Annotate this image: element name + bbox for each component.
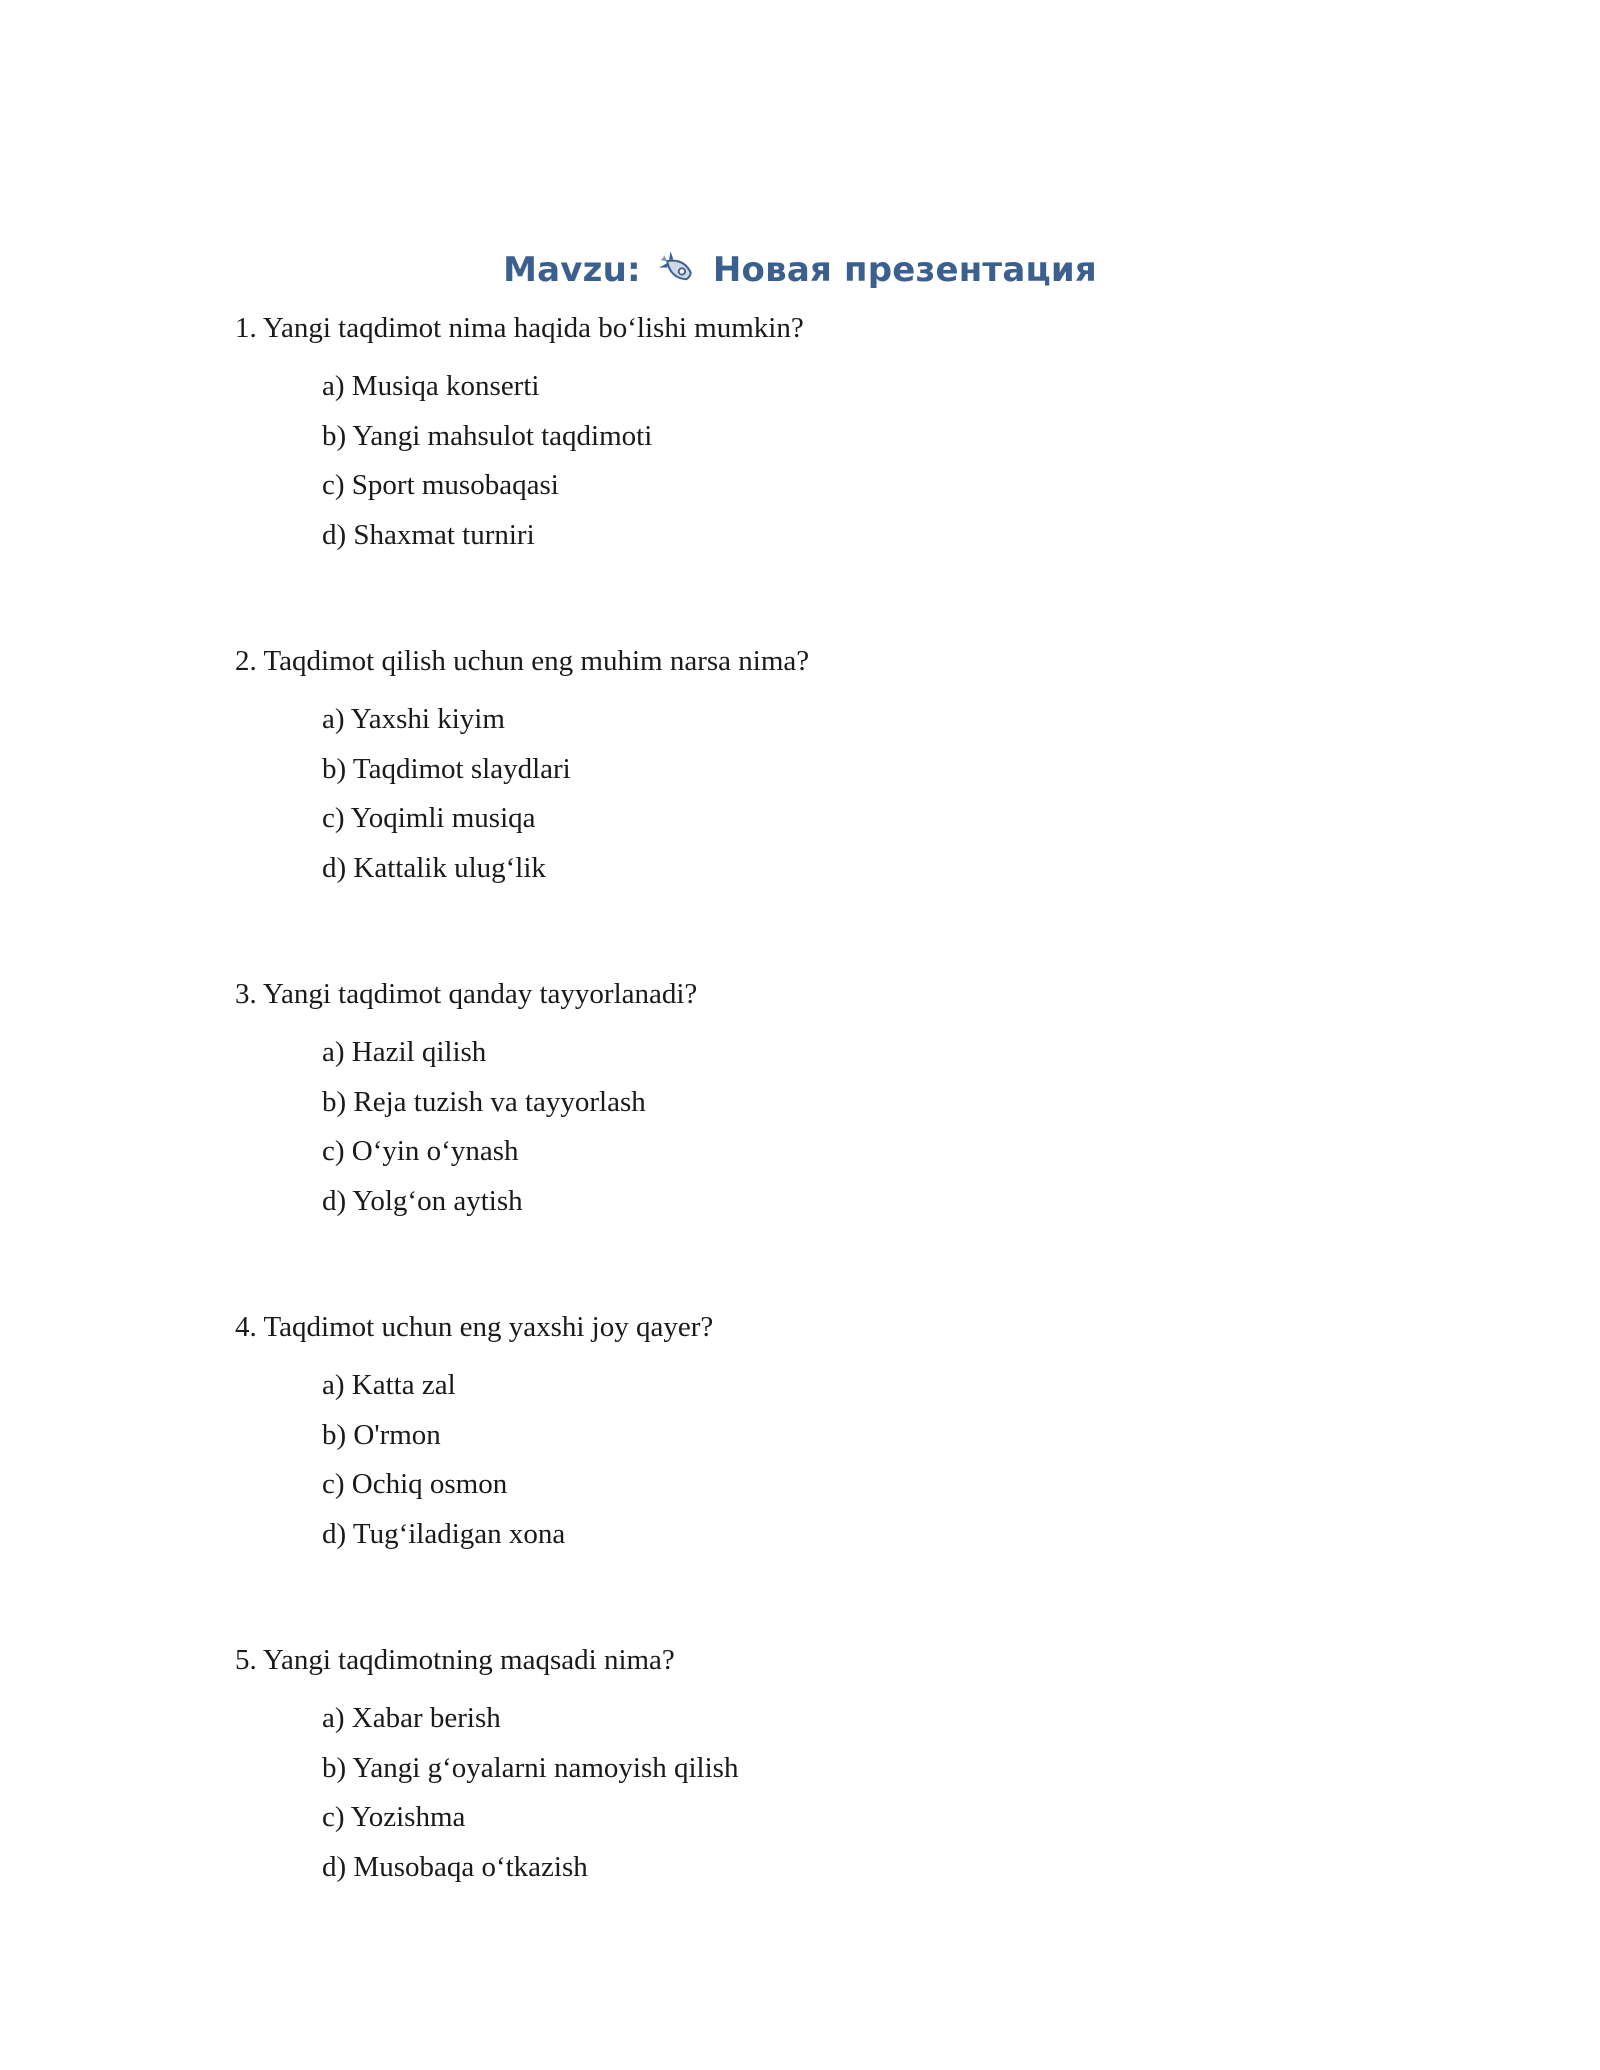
answer-option: b) Taqdimot slaydlari — [322, 752, 571, 785]
answer-option: c) O‘yin o‘ynash — [322, 1135, 519, 1167]
answer-option: d) Yolg‘on aytish — [322, 1184, 523, 1217]
answer-option: b) O'rmon — [322, 1418, 441, 1451]
question-text: 5. Yangi taqdimotning maqsadi nima? — [235, 1644, 675, 1676]
answer-option: d) Tug‘iladigan xona — [322, 1517, 566, 1550]
option-list — [235, 1694, 1435, 1892]
question-block — [235, 1305, 1435, 1559]
answer-option: a) Musiqa konserti — [322, 370, 540, 402]
question-text: 3. Yangi taqdimot qanday tayyorlanadi? — [235, 978, 698, 1010]
answer-option: b) Yangi mahsulot taqdimoti — [322, 419, 653, 452]
question-block — [235, 972, 1435, 1226]
option-list — [235, 1028, 1435, 1226]
answer-option: c) Sport musobaqasi — [322, 469, 559, 501]
page-title — [0, 250, 1600, 290]
question-block — [235, 1638, 1435, 1892]
answer-option: b) Yangi g‘oyalarni namoyish qilish — [322, 1751, 739, 1784]
question-text: 4. Taqdimot uchun eng yaxshi joy qayer? — [235, 1311, 714, 1343]
answer-option: c) Yozishma — [322, 1801, 466, 1833]
answer-option: a) Hazil qilish — [322, 1036, 487, 1068]
rocket-icon — [657, 251, 697, 285]
option-list — [235, 695, 1435, 893]
answer-option: a) Katta zal — [322, 1369, 456, 1401]
answer-option: a) Xabar berish — [322, 1702, 501, 1734]
title-prefix: Mavzu: — [503, 250, 641, 290]
title-text: Новая презентация — [712, 250, 1097, 290]
question-list — [235, 306, 1435, 1971]
answer-option: c) Ochiq osmon — [322, 1468, 508, 1500]
answer-option: d) Shaxmat turniri — [322, 518, 535, 551]
answer-option: d) Musobaqa o‘tkazish — [322, 1850, 588, 1883]
option-list — [235, 1361, 1435, 1559]
answer-option: c) Yoqimli musiqa — [322, 802, 536, 834]
question-block — [235, 306, 1435, 560]
question-text: 2. Taqdimot qilish uchun eng muhim narsa nima? — [235, 645, 810, 677]
answer-option: a) Yaxshi kiyim — [322, 703, 505, 735]
answer-option: b) Reja tuzish va tayyorlash — [322, 1085, 646, 1118]
option-list — [235, 362, 1435, 560]
answer-option: d) Kattalik ulug‘lik — [322, 851, 546, 884]
question-block — [235, 639, 1435, 893]
question-text: 1. Yangi taqdimot nima haqida bo‘lishi mumkin? — [235, 312, 804, 344]
